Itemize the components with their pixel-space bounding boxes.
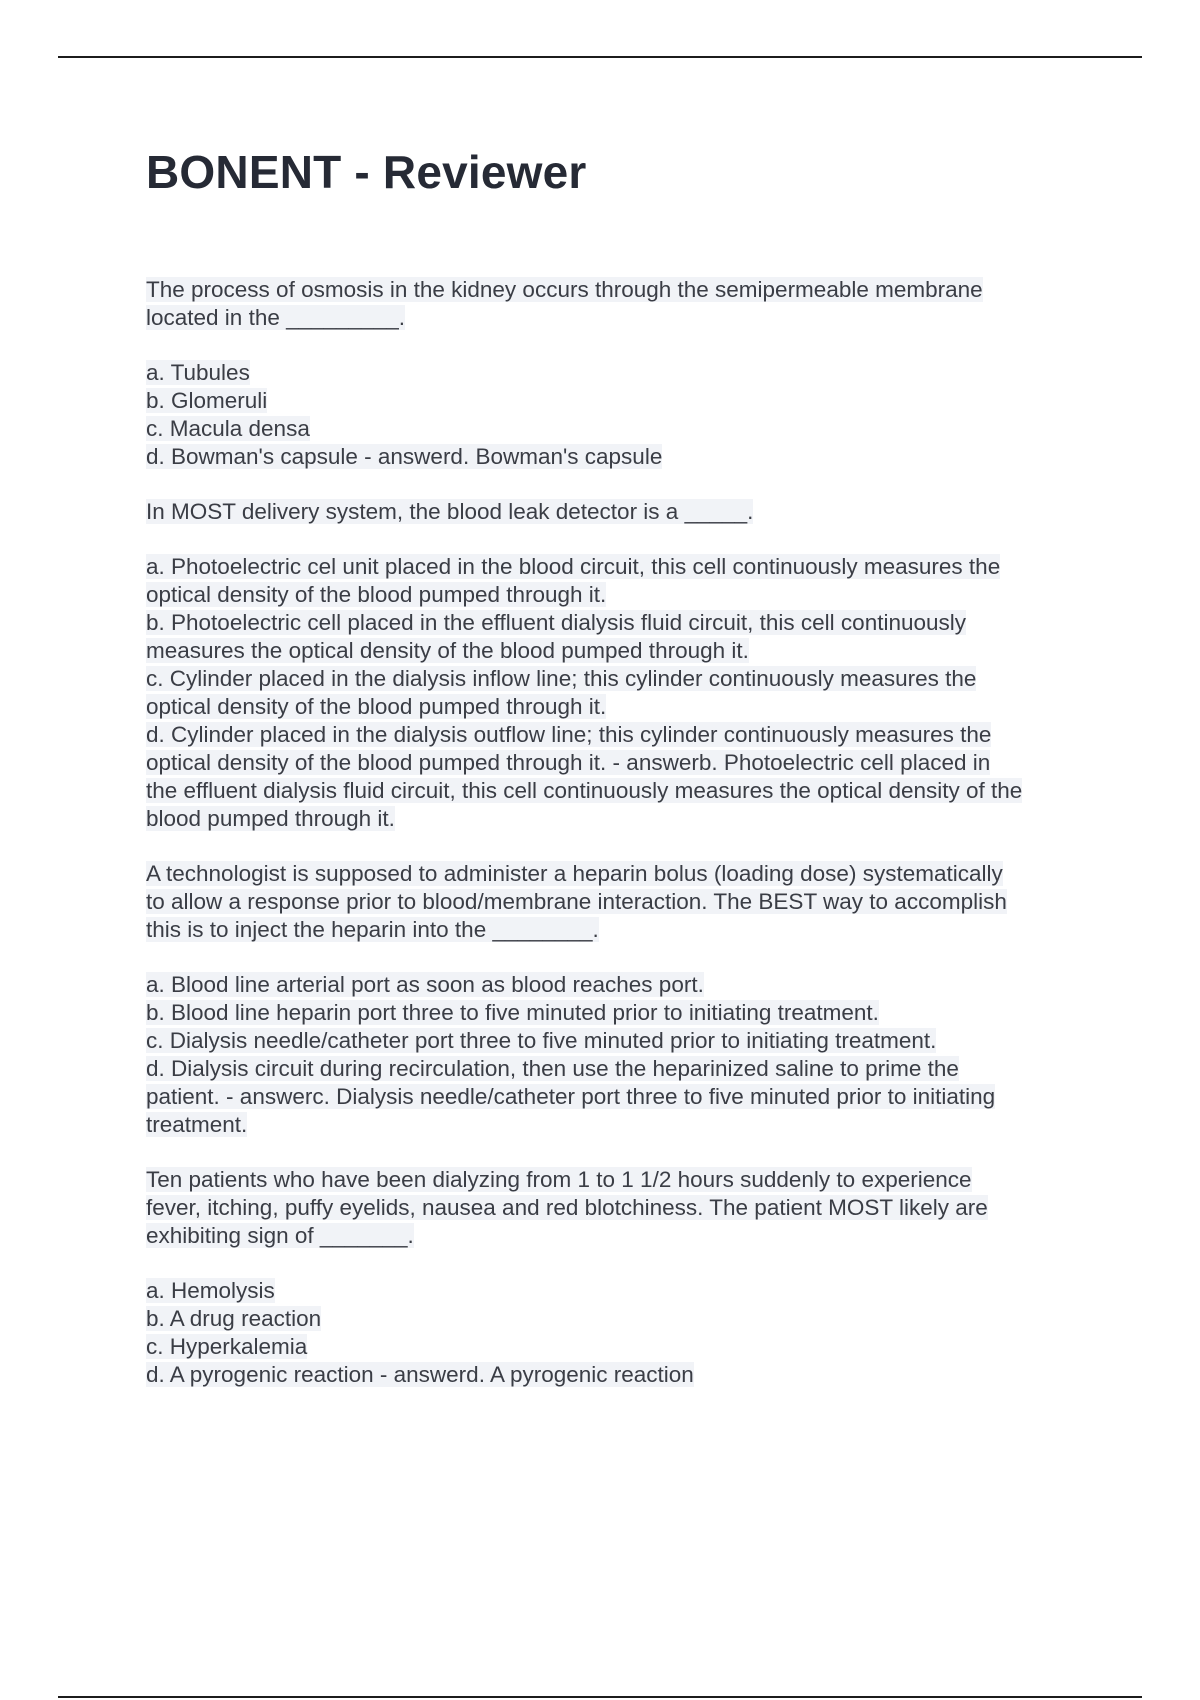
- answer-line: optical density of the blood pumped through it.: [146, 694, 607, 719]
- answer-line: d. Dialysis circuit during recirculation, then use the heparinized saline to prime the: [146, 1056, 959, 1081]
- answer-line: b. A drug reaction: [146, 1306, 322, 1331]
- answer-line: d. Bowman's capsule - answerd. Bowman's capsule: [146, 444, 663, 469]
- answer-line: optical density of the blood pumped through it.: [146, 582, 607, 607]
- answer-line: a. Hemolysis: [146, 1278, 275, 1303]
- answer-line: c. Dialysis needle/catheter port three to five minuted prior to initiating treatment.: [146, 1028, 937, 1053]
- question-list: [146, 276, 1096, 1389]
- bottom-rule: [58, 1696, 1142, 1698]
- answer-line: treatment.: [146, 1112, 248, 1137]
- answer-options: [146, 1277, 1096, 1389]
- answer-options: [146, 971, 1096, 1139]
- top-rule: [58, 56, 1142, 58]
- answer-options: [146, 553, 1096, 833]
- answer-line: b. Glomeruli: [146, 388, 268, 413]
- answer-line: a. Blood line arterial port as soon as blood reaches port.: [146, 972, 704, 997]
- question-text: [146, 498, 1096, 526]
- answer-line: d. A pyrogenic reaction - answerd. A pyrogenic reaction: [146, 1362, 694, 1387]
- question-line: Ten patients who have been dialyzing from 1 to 1 1/2 hours suddenly to experience: [146, 1167, 972, 1192]
- question-block-1: [146, 276, 1096, 471]
- question-line: exhibiting sign of _______.: [146, 1223, 414, 1248]
- answer-line: b. Blood line heparin port three to five minuted prior to initiating treatment.: [146, 1000, 879, 1025]
- question-line: located in the _________.: [146, 305, 405, 330]
- question-block-4: [146, 1166, 1096, 1389]
- answer-line: c. Macula densa: [146, 416, 310, 441]
- question-text: [146, 1166, 1096, 1250]
- answer-line: the effluent dialysis fluid circuit, this cell continuously measures the optical density of the: [146, 778, 1023, 803]
- answer-line: d. Cylinder placed in the dialysis outflow line; this cylinder continuously measures the: [146, 722, 992, 747]
- document-title: BONENT - Reviewer: [146, 146, 587, 198]
- question-line: fever, itching, puffy eyelids, nausea and red blotchiness. The patient MOST likely are: [146, 1195, 988, 1220]
- answer-line: measures the optical density of the blood pumped through it.: [146, 638, 749, 663]
- page-content: [146, 140, 1096, 1416]
- question-line: The process of osmosis in the kidney occurs through the semipermeable membrane: [146, 277, 983, 302]
- answer-line: patient. - answerc. Dialysis needle/catheter port three to five minuted prior to initiating: [146, 1084, 996, 1109]
- question-line: A technologist is supposed to administer a heparin bolus (loading dose) systematically: [146, 861, 1003, 886]
- answer-options: [146, 359, 1096, 471]
- question-line: In MOST delivery system, the blood leak detector is a _____.: [146, 499, 754, 524]
- answer-line: a. Photoelectric cel unit placed in the blood circuit, this cell continuously measures the: [146, 554, 1001, 579]
- answer-line: b. Photoelectric cell placed in the effluent dialysis fluid circuit, this cell continuously: [146, 610, 967, 635]
- question-text: [146, 860, 1096, 944]
- question-line: to allow a response prior to blood/membrane interaction. The BEST way to accomplish: [146, 889, 1007, 914]
- question-block-2: [146, 498, 1096, 833]
- question-block-3: [146, 860, 1096, 1139]
- answer-line: a. Tubules: [146, 360, 250, 385]
- answer-line: c. Hyperkalemia: [146, 1334, 308, 1359]
- question-text: [146, 276, 1096, 332]
- answer-line: c. Cylinder placed in the dialysis inflow line; this cylinder continuously measures the: [146, 666, 977, 691]
- answer-line: blood pumped through it.: [146, 806, 395, 831]
- question-line: this is to inject the heparin into the ________.: [146, 917, 599, 942]
- answer-line: optical density of the blood pumped through it. - answerb. Photoelectric cell placed in: [146, 750, 991, 775]
